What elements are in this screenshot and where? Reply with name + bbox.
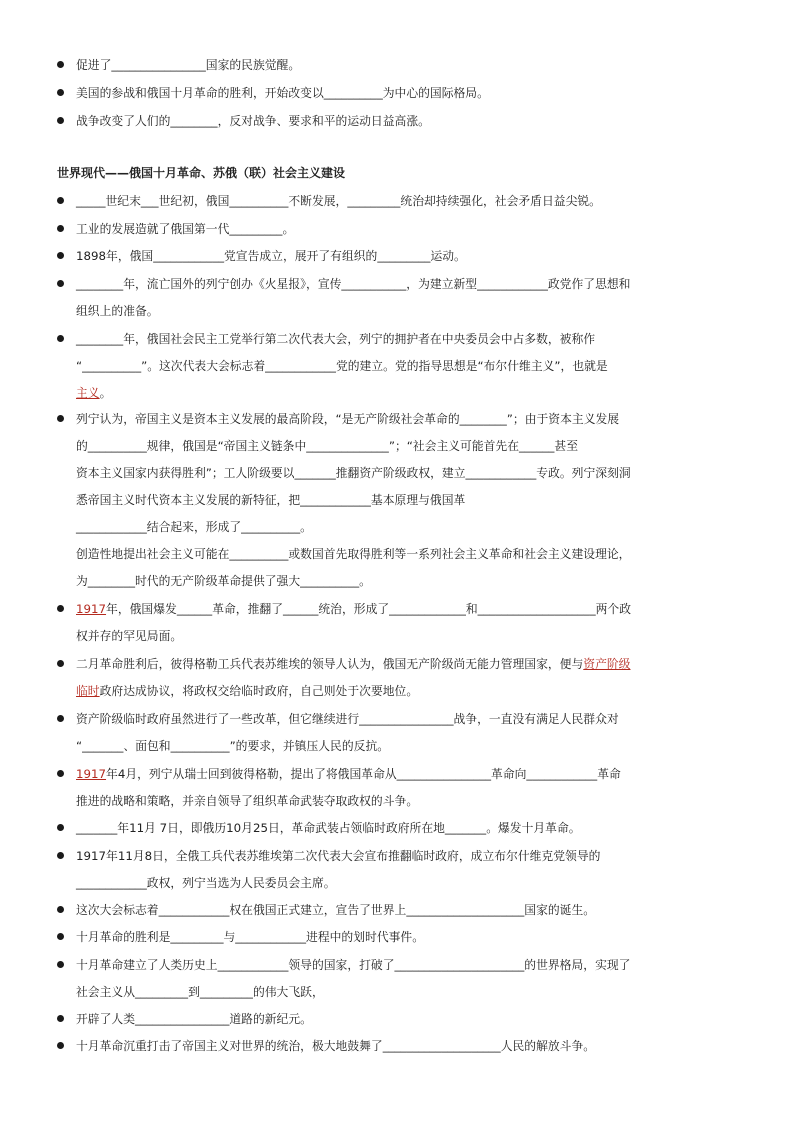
bullet-text: 工业的发展造就了俄国第一代_________。 [76,222,295,236]
bullet-item [57,52,741,79]
bullet-text-cont: 悉帝国主义时代资本主义发展的新特征，把____________基本原理与俄国革 [76,493,466,507]
bullet-text-cont: 资本主义国家内获得胜利”；工人阶级要以_______推翻资产阶级政权，建立____________专政。列宁深刻洞 [76,466,631,480]
bullet-text: ________年，俄国社会民主工党举行第二次代表大会，列宁的拥护者在中央委员会中占多数，被称作 [76,332,596,346]
bullet-text-cont: 推进的战略和策略，并亲自领导了组织革命武装夺取政权的斗争。 [76,794,419,808]
bullet-text: 资产阶级临时政府虽然进行了一些改革，但它继续进行________________战争，一直没有满足人民群众对 [76,712,619,726]
highlight-text: 主义 [76,386,100,400]
bullet-text-cont: “_______、面包和__________”的要求，并镇压人民的反抗。 [76,739,390,753]
bullet-text: 开辟了人类________________道路的新纪元。 [76,1012,312,1026]
bullet-text: 列宁认为，帝国主义是资本主义发展的最高阶段，“是无产阶级社会革命的________”；由于资本主义发展 [76,412,620,426]
bullet-text-cont: 为________时代的无产阶级革命提供了强大__________。 [76,574,371,588]
bullet-text: 战争改变了人们的________，反对战争、要求和平的运动日益高涨。 [76,114,430,128]
bullet-text: 十月革命建立了人类历史上____________领导的国家，打破了______________________的世界格局，实现了 [76,958,631,972]
bullet-item [57,843,741,897]
bullet-text: 美国的参战和俄国十月革命的胜利，开始改变以__________为中心的国际格局。 [76,86,489,100]
bullet-text-cont: 主义。 [76,386,112,400]
highlight-text: 1917 [76,767,107,781]
bullet-item [57,1006,741,1033]
bullet-item [57,271,741,325]
bullet-item [57,761,741,815]
bullet-text-cont: 临时政府达成协议，将政权交给临时政府，自己则处于次要地位。 [76,684,419,698]
section-heading: 世界现代——俄国十月革命、苏俄（联）社会主义建设 [57,166,346,180]
highlight-text: 1917 [76,602,107,616]
bullet-text-cont: 的__________规律，俄国是“帝国主义链条中______________”；“社会主义可能首先在______甚至 [76,439,579,453]
bullet-item [57,243,741,270]
bullet-item [57,706,741,760]
bullet-text-cont: ____________结合起来，形成了__________。 [76,520,312,534]
bullet-text: 1917年4月，列宁从瑞士回到彼得格勒，提出了将俄国革命从________________革命向____________革命 [76,767,621,781]
bullet-text: 二月革命胜利后，彼得格勒工兵代表苏维埃的领导人认为，俄国无产阶级尚无能力管理国家，便与资产阶级 [76,657,631,671]
bullet-text-cont: “__________”。这次代表大会标志着____________党的建立。党的指导思想是“布尔什维主义”，也就是 [76,359,608,373]
bullet-text: 1917年11月8日，全俄工兵代表苏维埃第二次代表大会宣布推翻临时政府，成立布尔什维克党领导的 [76,849,601,863]
bullet-text: _____世纪末___世纪初，俄国__________不断发展，_________统治却持续强化，社会矛盾日益尖锐。 [76,194,601,208]
bullet-text-cont: ____________政权，列宁当选为人民委员会主席。 [76,876,336,890]
bullet-item [57,897,741,924]
bullet-item [57,815,741,842]
bullet-text: 十月革命的胜利是_________与____________进程中的划时代事件。 [76,930,425,944]
bullet-item [57,651,741,705]
bullet-item [57,108,741,135]
bullet-text: 十月革命沉重打击了帝国主义对世界的统治，极大地鼓舞了____________________人民的解放斗争。 [76,1039,596,1053]
highlight-text: 临时 [76,684,100,698]
bullet-item [57,216,741,243]
bullet-item [57,188,741,215]
bullet-item [57,1033,741,1060]
bullet-item [57,80,741,107]
bullet-text: 这次大会标志着____________权在俄国正式建立，宣告了世界上____________________国家的诞生。 [76,903,596,917]
bullet-item [57,326,741,407]
bullet-text-cont: 权并存的罕见局面。 [76,629,183,643]
bullet-text: 1917年，俄国爆发______革命，推翻了______统治，形成了_____________和____________________两个政 [76,602,631,616]
highlight-text: 资产阶级 [583,657,631,671]
bullet-text-cont: 组织上的准备。 [76,304,159,318]
bullet-text: 促进了________________国家的民族觉醒。 [76,58,301,72]
bullet-item [57,952,741,1006]
bullet-text: ________年，流亡国外的列宁创办《火星报》，宣传___________，为建立新型____________政党作了思想和 [76,277,631,291]
bullet-text-cont: 社会主义从_________到_________的伟大飞跃， [76,985,324,999]
bullet-item [57,924,741,951]
bullet-item [57,406,741,595]
bullet-text: 1898年，俄国____________党宣告成立，展开了有组织的_________运动。 [76,249,466,263]
bullet-text: _______年11月 7日，即俄历10月25日，革命武装占领临时政府所在地_______。爆发十月革命。 [76,821,581,835]
bullet-text-cont: 创造性地提出社会主义可能在__________或数国首先取得胜利等一系列社会主义革命和社会主义建设理论， [76,547,631,561]
bullet-item [57,596,741,650]
